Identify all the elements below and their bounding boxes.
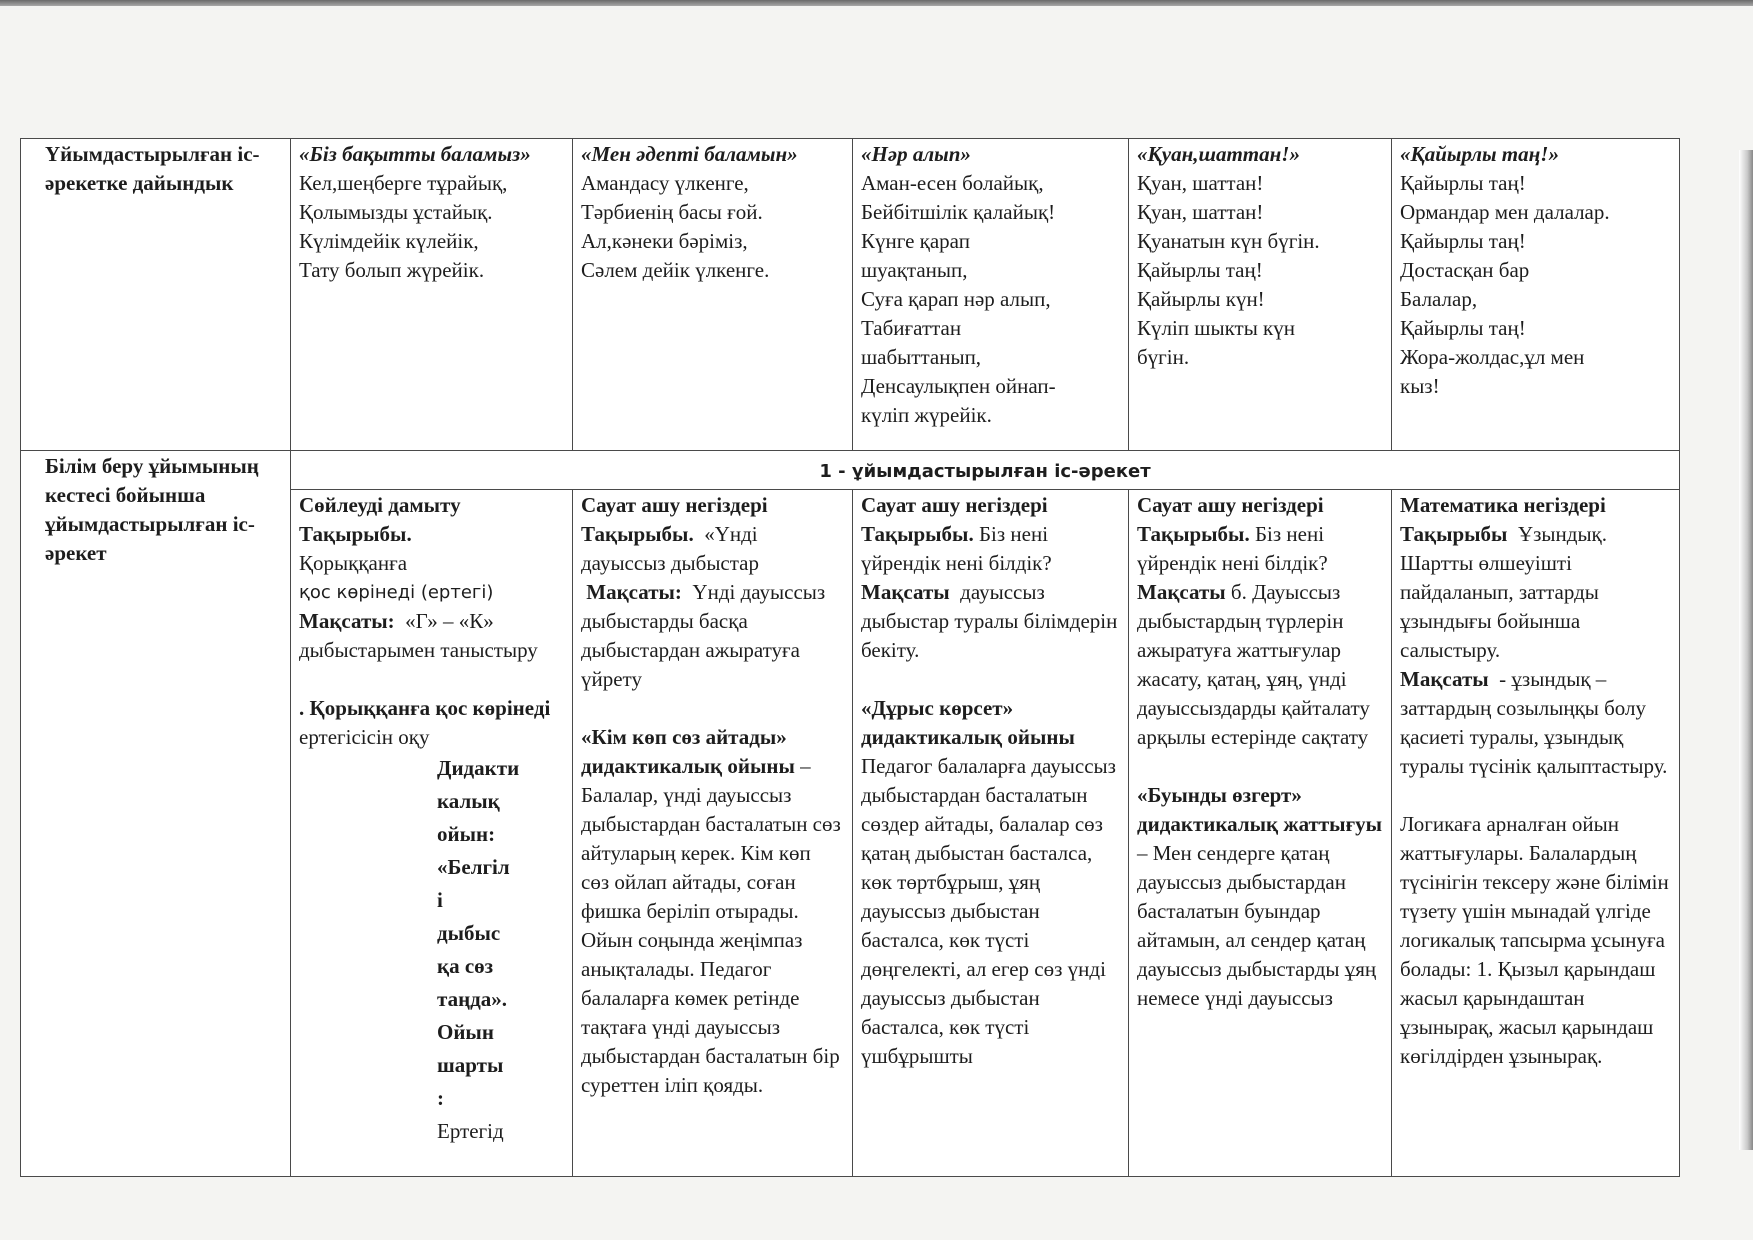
- poem-line: Амандасу үлкенге,: [581, 171, 749, 195]
- game-title: «Буынды өзгерт» дидактикалық жаттығуы: [1137, 783, 1382, 836]
- poem-line: Күлімдейік күлейік,: [299, 229, 479, 253]
- topic-text: Біз нені үйрендік нені білдік?: [861, 522, 1052, 575]
- poem-line: Кел,шеңберге тұрайық,: [299, 171, 508, 195]
- row-label-morning-prep: Үйымдастырылған іс-әрекетке дайындык: [21, 139, 291, 451]
- poem-line: Қуан, шаттан!: [1137, 171, 1264, 195]
- poem-line: Жора-жолдас,ұл мен: [1400, 345, 1585, 369]
- game-line: қа сөз: [437, 954, 494, 978]
- table-row-morning-prep: [21, 139, 1680, 451]
- topic-label: Тақырыбы.: [299, 522, 412, 546]
- subject-title: Сауат ашу негіздері: [1137, 493, 1324, 517]
- poem-line: күліп жүрейік.: [861, 403, 992, 427]
- game-line: «Белгіл: [437, 855, 510, 879]
- game-line: Ойын: [437, 1020, 494, 1044]
- game-title: «Дұрыс көрсет» дидактикалық ойыны: [861, 696, 1075, 749]
- poem-line: Суға қарап нәр алып,: [861, 287, 1051, 311]
- game-line: Дидакти: [437, 756, 520, 780]
- row-label-activity: Білім беру ұйымының кестесі бойынша ұйымдастырылған іс-әрекет: [21, 451, 291, 1177]
- topic-label: Тақырыбы.: [861, 522, 974, 546]
- topic-text: қос көрінеді (ертегі): [299, 582, 494, 603]
- topic-label: Тақырыбы.: [581, 522, 694, 546]
- poem-line: Сәлем дейік үлкенге.: [581, 258, 770, 282]
- poem-line: Күліп шыкты күн: [1137, 316, 1295, 340]
- poem-line: бүгін.: [1137, 345, 1190, 369]
- goal-label: Мақсаты:: [586, 580, 682, 604]
- logic-game-text: Логикаға арналған ойын жаттығулары. Балалардың түсінігін тексеру және білімін түзету үшін мынадай үлгіде логикалық тапсырма ұсынуға болады: 1. Қызыл қарындаш жасыл қарындаштан ұзынырақ, жасыл қарындаш көгілдірден ұзынырақ.: [1400, 812, 1669, 1068]
- poem-line: Қайырлы таң!: [1400, 316, 1526, 340]
- poem-cell-3: [853, 139, 1129, 451]
- game-text: – Балалар, үнді дауыссыз дыбыстардан басталатын сөз айтуларың керек. Кім көп сөз ойлап айтады, соған фишка беріліп отырады. Ойын соңында жеңімпаз анықталады. Педагог балаларға көмек ретінде тақтаға үнді дауыссыз дыбыстардан басталатын бір суреттен іліп қояды.: [581, 754, 841, 1097]
- poem-line: Қайырлы күн!: [1137, 287, 1265, 311]
- game-line: таңда».: [437, 987, 508, 1011]
- goal-text: Үнді дауыссыз дыбыстарды басқа дыбыстардан ажыратуға үйрету: [581, 580, 826, 691]
- topic-text: Біз нені үйрендік нені білдік?: [1137, 522, 1328, 575]
- poem-line: Қайырлы таң!: [1400, 229, 1526, 253]
- topic-text: Қорыққанға: [299, 551, 408, 575]
- topic-text: «Үнді дауыссыз дыбыстар: [581, 522, 760, 575]
- game-line: калық: [437, 789, 500, 813]
- game-text: Педагог балаларға дауыссыз дыбыстардан басталатын сөздер айтады, балалар сөз қатаң дыбыстан басталса, көк төртбұрыш, ұяң дауыссыз дыбыстан басталса, көк түсті дөңгелекті, ал егер сөз үнді дауыссыз дыбыстан басталса, көк түсті үшбұрышты: [861, 754, 1116, 1068]
- game-text: – Мен сендерге қатаң дауыссыз дыбыстардан басталатын буындар айтамын, ал сендер қатаң дауыссыз дыбыстарды ұяң немесе үнді дауыссыз: [1137, 841, 1377, 1010]
- poem-title: «Біз бақытты баламыз»: [299, 142, 531, 166]
- goal-text: - ұзындық – заттардың созылыңқы болу қасиеті туралы, ұзындық туралы түсінік қалыптастыру.: [1400, 667, 1668, 778]
- goal-label: Мақсаты: [1400, 667, 1489, 691]
- poem-title: «Нәр алып»: [861, 142, 971, 166]
- poem-line: Ормандар мен далалар.: [1400, 200, 1610, 224]
- poem-cell-1: [291, 139, 573, 451]
- poem-title: «Мен әдепті баламын»: [581, 142, 798, 166]
- poem-line: Бейбітшілік қалайық!: [861, 200, 1056, 224]
- game-line: ойын:: [437, 822, 496, 846]
- poem-line: Тәрбиенің басы ғой.: [581, 200, 763, 224]
- goal-text: «Г» – «К» дыбыстарымен таныстыру: [299, 609, 538, 662]
- goal-label: Мақсаты: [1137, 580, 1226, 604]
- reading-text: ертегісісін оқу: [299, 725, 430, 749]
- poem-title: «Қайырлы таң!»: [1400, 142, 1559, 166]
- section-header: 1 - ұйымдастырылған іс-әрекет: [291, 451, 1680, 490]
- poem-line: Қолымызды ұстайық.: [299, 200, 493, 224]
- subject-title: Сауат ашу негіздері: [861, 493, 1048, 517]
- poem-line: кыз!: [1400, 374, 1440, 398]
- game-title: «Кім көп сөз айтады» дидактикалық ойыны: [581, 725, 795, 778]
- schedule-table: [20, 138, 1680, 1177]
- poem-line: Табиғаттан: [861, 316, 962, 340]
- goal-label: Мақсаты: [861, 580, 950, 604]
- poem-line: Қуан, шаттан!: [1137, 200, 1264, 224]
- goal-text: б. Дауыссыз дыбыстардың түрлерін ажыратуға жаттығулар жасату, қатаң, ұяң, үнді дауыссыздарды қайталату арқылы естерінде сақтату: [1137, 580, 1370, 749]
- poem-line: Күнге қарап: [861, 229, 970, 253]
- topic-label: Тақырыбы.: [1137, 522, 1250, 546]
- goal-text: дауыссыз дыбыстар туралы білімдерін бекіту.: [861, 580, 1118, 662]
- goal-label: Мақсаты:: [299, 609, 395, 633]
- game-line: :: [437, 1086, 444, 1110]
- poem-line: шуақтанып,: [861, 258, 968, 282]
- reading-title: . Қорыққанға қос көрінеді: [299, 696, 551, 720]
- game-line: дыбыс: [437, 921, 501, 945]
- scan-edge: [0, 0, 1753, 6]
- poem-cell-2: [573, 139, 853, 451]
- poem-line: Қайырлы таң!: [1137, 258, 1263, 282]
- poem-line: Денсаулықпен ойнап-: [861, 374, 1056, 398]
- didactic-game-block: [437, 752, 564, 1148]
- poem-line: Достасқан бар: [1400, 258, 1530, 282]
- subject-title: Сөйлеуді дамыту: [299, 493, 461, 517]
- activity-cell-1: [291, 490, 573, 1177]
- game-line: шарты: [437, 1053, 504, 1077]
- poem-line: Тату болып жүрейік.: [299, 258, 485, 282]
- poem-cell-5: [1392, 139, 1680, 451]
- poem-line: Аман-есен болайық,: [861, 171, 1044, 195]
- poem-line: шабыттанып,: [861, 345, 982, 369]
- activity-cell-5: [1392, 490, 1680, 1177]
- activity-cell-4: [1129, 490, 1392, 1177]
- topic-text: Ұзындық. Шартты өлшеуішті пайдаланып, заттарды ұзындығы бойынша салыстыру.: [1400, 522, 1608, 662]
- subject-title: Сауат ашу негіздері: [581, 493, 768, 517]
- poem-line: Қайырлы таң!: [1400, 171, 1526, 195]
- activity-cell-3: [853, 490, 1129, 1177]
- poem-cell-4: [1129, 139, 1392, 451]
- poem-line: Балалар,: [1400, 287, 1478, 311]
- page-fold-shadow: [1739, 150, 1753, 1150]
- subject-title: Математика негіздері: [1400, 493, 1606, 517]
- game-text: Ертегід: [437, 1119, 504, 1143]
- activity-cell-2: [573, 490, 853, 1177]
- topic-label: Тақырыбы: [1400, 522, 1508, 546]
- poem-line: Ал,кәнеки бәріміз,: [581, 229, 748, 253]
- game-line: і: [437, 888, 443, 912]
- poem-line: Қуанатын күн бүгін.: [1137, 229, 1320, 253]
- poem-title: «Қуан,шаттан!»: [1137, 142, 1300, 166]
- table-row-section-header: [21, 451, 1680, 490]
